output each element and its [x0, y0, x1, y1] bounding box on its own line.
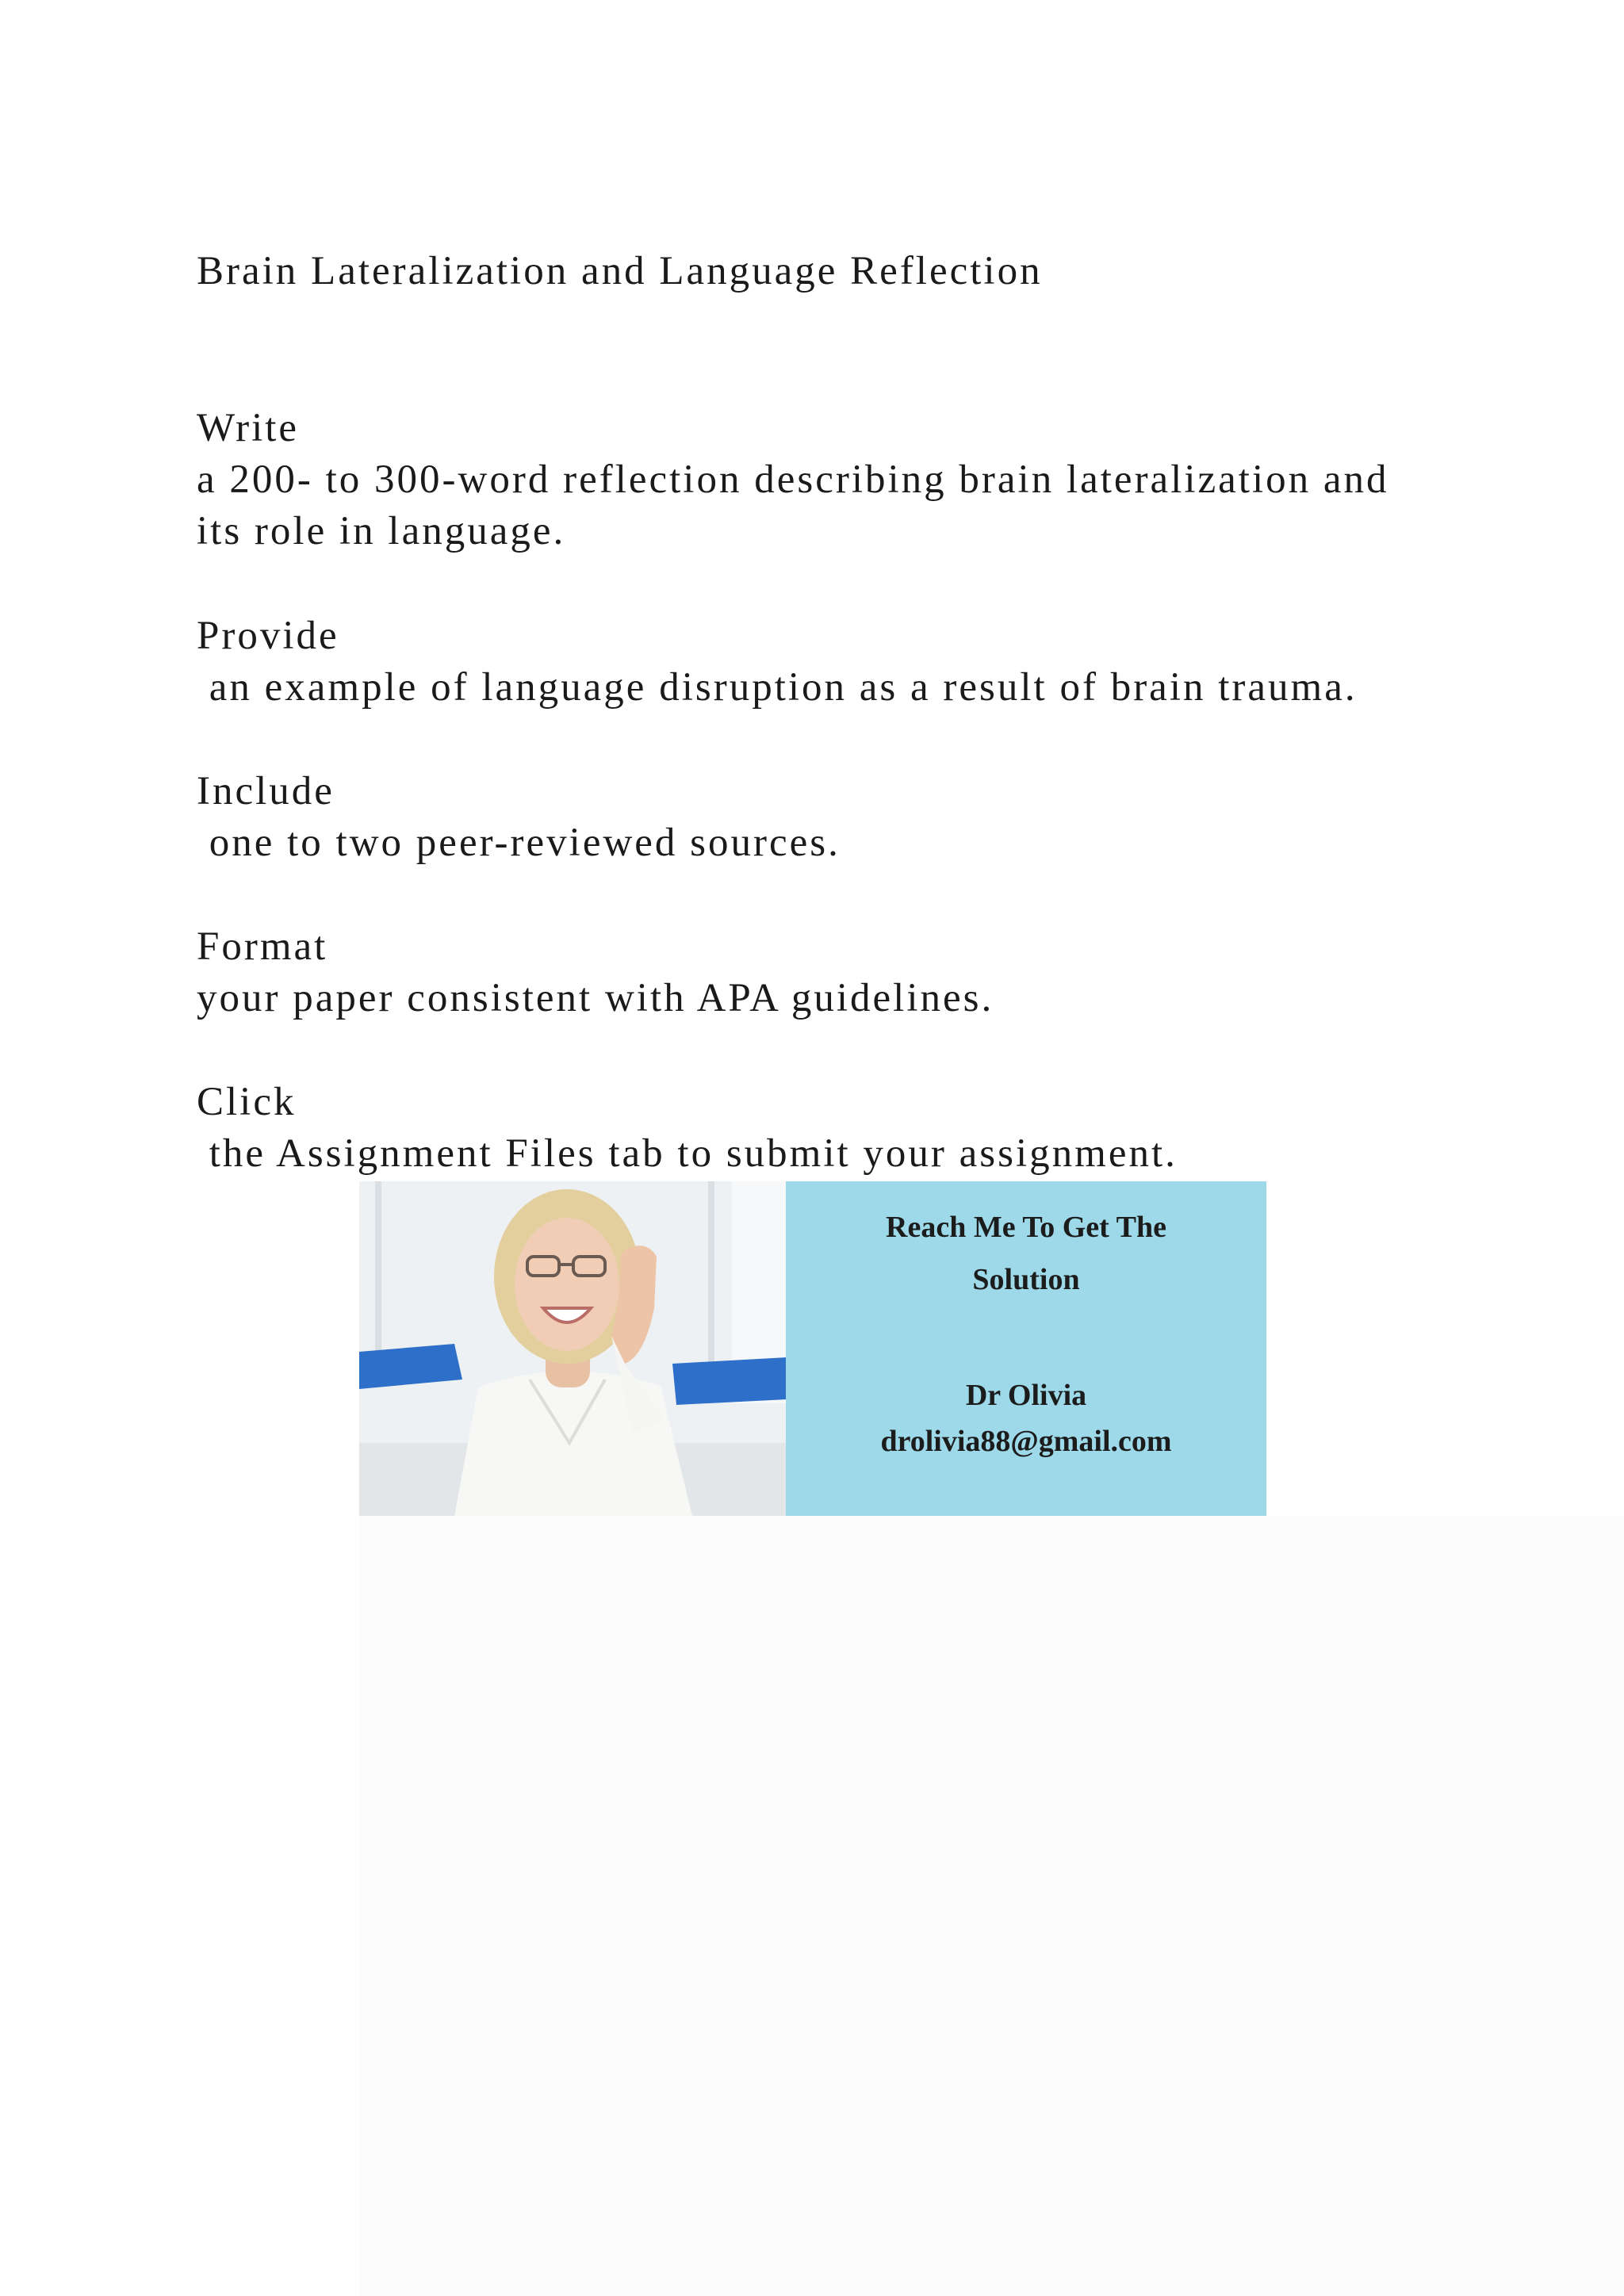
instruction-text: its role in language. [197, 509, 566, 553]
woman-photo [359, 1181, 787, 1516]
instruction-write [197, 403, 1389, 557]
instruction-lead: Write [197, 406, 300, 450]
instruction-text: your paper consistent with APA guidelines. [197, 976, 994, 1020]
instruction-provide [197, 610, 1358, 714]
instruction-lead: Click [197, 1080, 297, 1124]
contact-name: Dr Olivia [965, 1379, 1087, 1412]
contact-headline: Reach Me To Get The [886, 1211, 1166, 1244]
contact-email[interactable]: drolivia88@gmail.com [880, 1425, 1172, 1458]
instruction-text: a 200- to 300-word reflection describing brain lateralization and [197, 457, 1389, 502]
woman-photo-illustration [359, 1181, 787, 1516]
document-title: Brain Lateralization and Language Reflection [197, 249, 1043, 293]
instruction-lead: Include [197, 769, 335, 813]
scan-background-panel [359, 1516, 1624, 2296]
contact-banner [359, 1181, 1266, 1516]
instruction-lead: Format [197, 924, 328, 969]
instruction-text: the Assignment Files tab to submit your assignment. [197, 1131, 1178, 1176]
instruction-include [197, 766, 841, 869]
instruction-click [197, 1077, 1178, 1180]
instruction-lead: Provide [197, 614, 339, 658]
instruction-format [197, 921, 994, 1024]
contact-card [786, 1181, 1266, 1516]
instruction-text: an example of language disruption as a result of brain trauma. [197, 665, 1358, 710]
instruction-text: one to two peer-reviewed sources. [197, 821, 841, 865]
contact-headline-2: Solution [972, 1263, 1080, 1296]
